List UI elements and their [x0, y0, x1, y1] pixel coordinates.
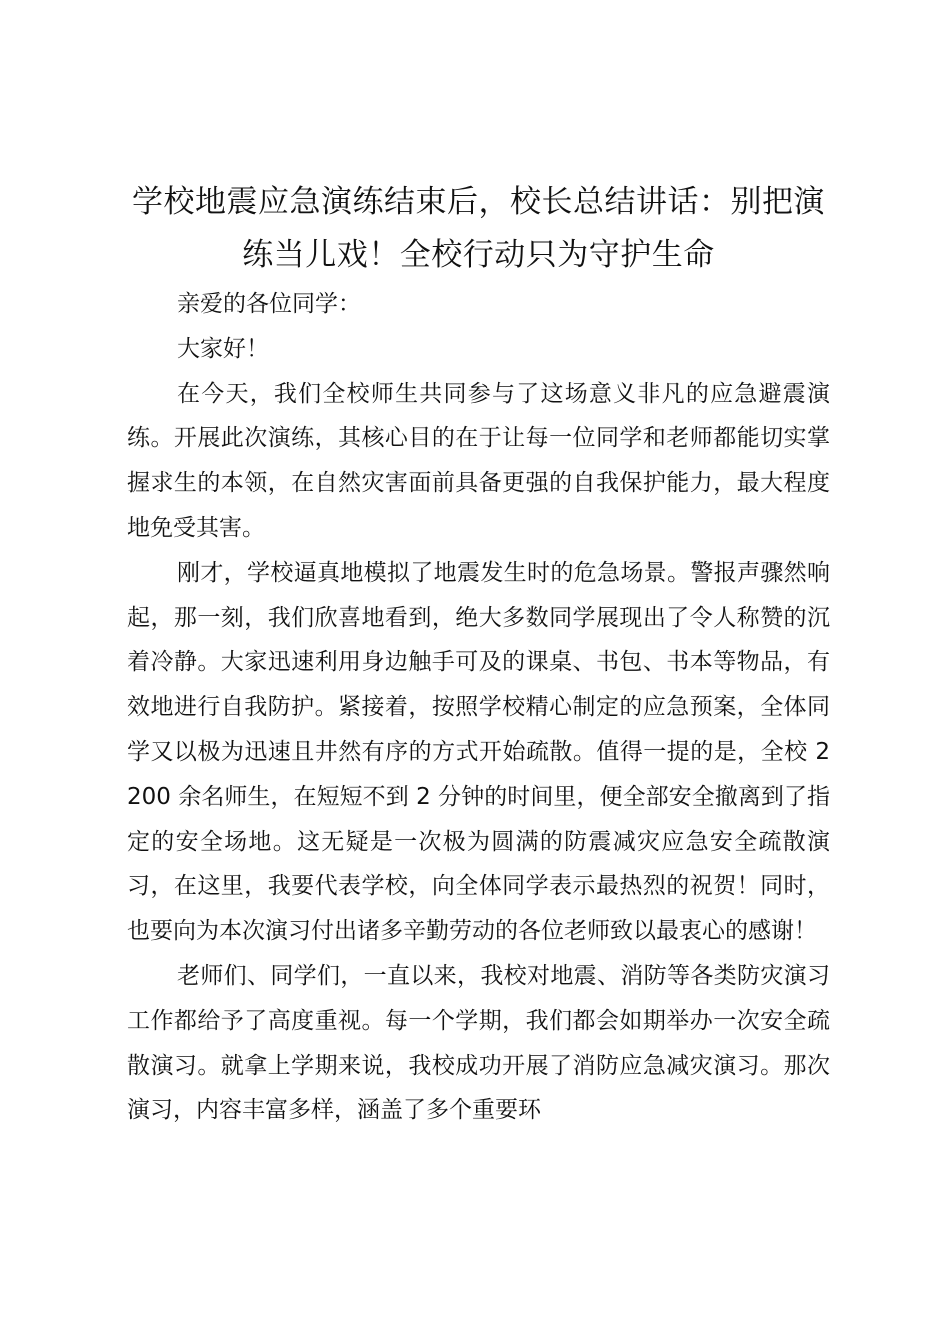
body-paragraph-1: 在今天，我们全校师生共同参与了这场意义非凡的应急避震演练。开展此次演练，其核心目的在于让每一位同学和老师都能切实掌握求生的本领，在自然灾害面前具备更强的自我保护能力，最大程度地免受其害。 — [127, 380, 830, 541]
body-paragraph-2: 刚才，学校逼真地模拟了地震发生时的危急场景。警报声骤然响起，那一刻，我们欣喜地看到，绝大多数同学展现出了令人称赞的沉着冷静。大家迅速利用身边触手可及的课桌、书包、书本等物品，有效地进行自我防护。紧接着，按照学校精心制定的应急预案，全体同学又以极为迅速且井然有序的方式开始疏散。值得一提的是，全校 2200 余名师生，在短短不到 2 分钟的时间里，便全部安全撤离到了指定的安全场地。这无疑是一次极为圆满的防震减灾应急安全疏散演习，在这里，我要代表学校，向全体同学表示最热烈的祝贺！同时，也要向为本次演习付出诸多辛勤劳动的各位老师致以最衷心的感谢！ — [127, 559, 830, 945]
salutation: 亲爱的各位同学： — [177, 291, 361, 317]
document-page — [127, 176, 830, 1133]
document-title: 学校地震应急演练结束后，校长总结讲话：别把演练当儿戏！全校行动只为守护生命 — [132, 184, 825, 273]
body-paragraph-3: 老师们、同学们，一直以来，我校对地震、消防等各类防灾演习工作都给予了高度重视。每一个学期，我们都会如期举办一次安全疏散演习。就拿上学期来说，我校成功开展了消防应急减灾演习。那次演习，内容丰富多样，涵盖了多个重要环 — [127, 962, 830, 1124]
greeting: 大家好！ — [177, 335, 269, 362]
